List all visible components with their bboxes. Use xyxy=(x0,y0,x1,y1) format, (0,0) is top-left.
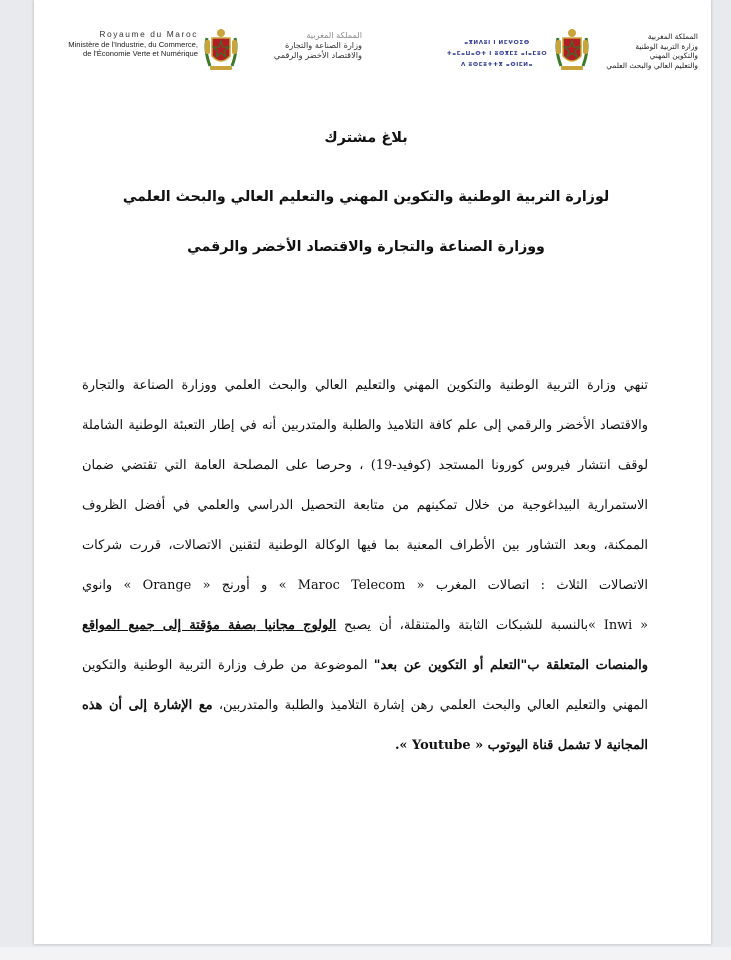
text-segment: الاتصالات الثلاث : اتصالات المغرب « xyxy=(405,578,648,593)
text-segment: ». xyxy=(394,738,412,753)
brand-inwi: Inwi xyxy=(603,618,633,633)
ministry-industry-arabic-line2: والاقتصاد الأخضر والرقمي xyxy=(273,50,362,60)
text-segment: « xyxy=(632,618,649,633)
communique-title: بلاغ مشترك xyxy=(324,130,408,146)
body-line xyxy=(82,606,648,646)
free-access-emphasis: الولوج مجانيا بصفة مؤقتة إلى جميع المواقع xyxy=(82,618,337,633)
text-segment: » و أورنج « xyxy=(191,578,298,593)
body-line: الممكنة، وبعد التشاور بين الأطراف المعنية بما فيها الوكالة الوطنية لتقنين الاتصالات، قررت شركات xyxy=(82,538,648,553)
ministry-industry-arabic-header xyxy=(244,30,362,60)
distance-learning-emphasis: والمنصات المتعلقة ب"التعلم أو التكوين عن بعد" xyxy=(373,658,648,673)
ministry-education-arabic-header xyxy=(594,32,698,70)
communique-subtitle-education: لوزارة التربية الوطنية والتكوين المهني والتعليم العالي والبحث العلمي xyxy=(122,189,610,205)
coat-of-arms-icon xyxy=(202,26,240,74)
ministry-name-french-line1: Ministère de l'Industrie, du Commerce, xyxy=(68,39,198,49)
tifinagh-line1: ⴰⴳⵍⴷⵓⵏ ⵏ ⵍⵎⵖⵔⵉⴱ xyxy=(464,40,530,46)
brand-youtube: Youtube xyxy=(411,738,471,753)
kingdom-name-arabic-right: المملكة المغربية xyxy=(647,32,698,41)
ministry-industry-arabic-line1: وزارة الصناعة والتجارة xyxy=(285,40,362,50)
tifinagh-line2: ⵜⴰⵎⴰⵡⴰⵙⵜ ⵏ ⵓⵙⴳⵎⵉ ⴰⵏⴰⵎⵓⵔ xyxy=(446,51,548,57)
body-line: تنهي وزارة التربية الوطنية والتكوين المهني والتعليم العالي والبحث العلمي ووزارة الصناعة والتجارة xyxy=(82,378,648,393)
body-line: الاستمرارية البيداغوجية من خلال تمكينهم من متابعة التحصيل الدراسي والعلمي في أفضل الظروف xyxy=(82,498,648,513)
brand-maroc-telecom: Maroc Telecom xyxy=(297,578,406,593)
body-line xyxy=(82,566,648,606)
ministry-education-arabic-line1: وزارة التربية الوطنية xyxy=(635,41,698,51)
body-line: لوقف انتشار فيروس كورونا المستجد (كوفيد-19) ، وحرصا على المصلحة العامة التي تقتضي ضمان xyxy=(82,458,648,473)
ministry-industry-french-header xyxy=(58,30,198,59)
communique-body xyxy=(82,366,648,766)
coat-of-arms-icon xyxy=(553,26,591,74)
communique-subtitle-industry: ووزارة الصناعة والتجارة والاقتصاد الأخضر والرقمي xyxy=(187,239,545,255)
tifinagh-line3: ⴷ ⵓⵙⵎⵓⵜⵜⴳ ⴰⵙⵏⵎⵍⴰ xyxy=(460,62,534,68)
body-line xyxy=(82,646,648,686)
body-line xyxy=(82,686,648,726)
ministry-education-tifinagh-header xyxy=(445,38,549,71)
ministry-education-arabic-line3: والتعليم العالي والبحث العلمي xyxy=(606,60,698,70)
text-segment: المهني والتعليم العالي والبحث العلمي رهن إشارة التلاميذ والطلبة والمتدربين، xyxy=(212,698,648,713)
brand-orange: Orange xyxy=(142,578,192,593)
viewer-bottom-strip xyxy=(0,947,731,960)
text-segment: » وانوي xyxy=(82,578,143,593)
text-segment: الموضوعة من طرف وزارة التربية الوطنية والتكوين xyxy=(82,658,374,673)
ministry-education-arabic-line2: والتكوين المهني xyxy=(649,51,698,61)
text-segment: »بالنسبة للشبكات الثابتة والمتنقلة، أن يصبح xyxy=(336,618,604,633)
text-segment: المجانية لا تشمل قناة اليوتوب « xyxy=(470,738,648,753)
body-line: والاقتصاد الأخضر والرقمي إلى علم كافة التلاميذ والطلبة والمتدربين أنه في إطار التعبئة الوطنية الشاملة xyxy=(82,418,648,433)
body-line xyxy=(82,726,648,766)
ministry-name-french-line2: de l'Économie Verte et Numérique xyxy=(83,49,198,58)
kingdom-name-french: Royaume du Maroc xyxy=(99,29,198,39)
kingdom-name-arabic-left: المملكة المغربية xyxy=(306,30,362,40)
note-emphasis: مع الإشارة إلى أن هذه xyxy=(82,698,213,713)
